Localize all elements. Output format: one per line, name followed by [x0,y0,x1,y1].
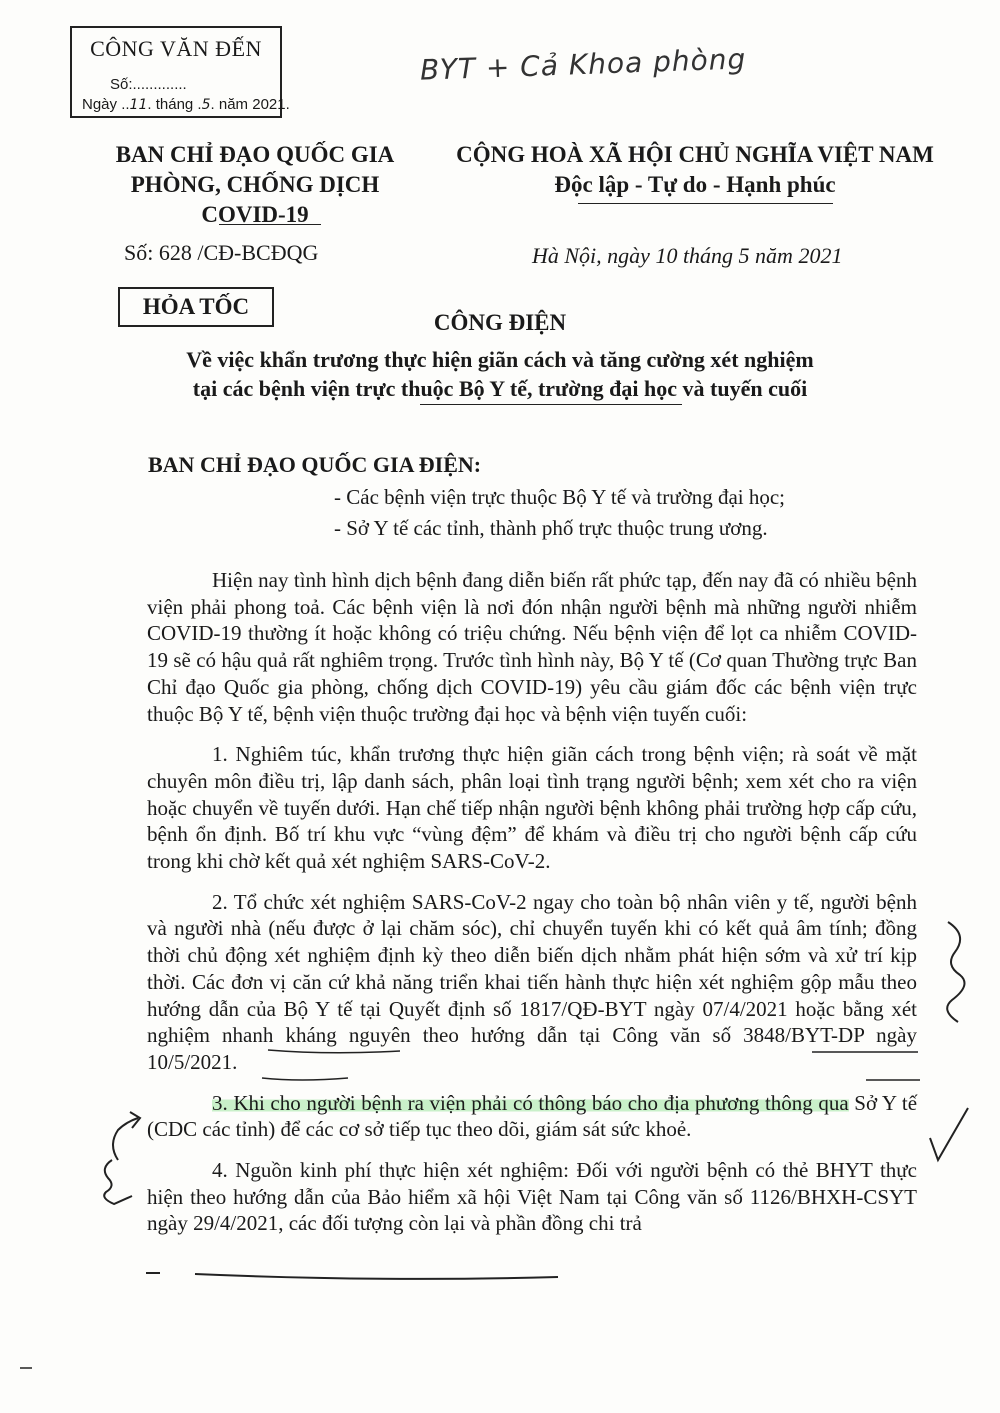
stamp-month-value: 5 [201,97,211,113]
subject-line: tại các bệnh viện trực thuộc Bộ Y tế, trường đại học và tuyến cuối [192,376,808,401]
addressee-heading: BAN CHỈ ĐẠO QUỐC GIA ĐIỆN: [148,452,482,477]
check-mark [930,1108,968,1160]
urgency-box: HỎA TỐC [118,287,274,327]
nation-motto: Độc lập - Tự do - Hạnh phúc [554,172,836,197]
nation-name: CỘNG HOÀ XÃ HỘI CHỦ NGHĨA VIỆT NAM [456,142,934,167]
stamp-day-value: 11 [129,97,148,113]
subject-line: Về việc khẩn trương thực hiện giãn cách và tăng cường xét nghiệm [186,347,814,372]
org-line: PHÒNG, CHỐNG DỊCH [130,172,380,197]
stamp-title: CÔNG VĂN ĐẾN [90,36,262,61]
item-1: 1. Nghiêm túc, khẩn trương thực hiện giãn cách trong bệnh viện; rà soát về mặt chuyên môn điều trị, lập danh sách, phân loại tình trạng người bệnh; xem xét cho ra viện hoặc chuyển về tuyến dưới. Hạn chế tiếp nhận người bệnh không phải trường hợp cấp cứu, bệnh ổn định. Bố trí khu vực “vùng đệm” để khám và điều trị cho người bệnh cấp cứu trong khi chờ kết quả xét nghiệm SARS-CoV-2. [147,742,917,874]
org-line: COVID-19 [201,202,309,227]
item-3-rest: Sở Y tế (CDC các tỉnh) để các cơ sở tiếp tục theo dõi, giám sát sức khoẻ. [147,1090,918,1142]
underline-stroke [268,1050,400,1053]
document-date: Hà Nội, ngày 10 tháng 5 năm 2021 [532,243,843,268]
stamp-month-label: tháng [155,96,194,113]
item-4: 4. Nguồn kinh phí thực hiện xét nghiệm: Đối với người bệnh có thẻ BHYT thực hiện theo hướng dẫn của Bảo hiểm xã hội Việt Nam tại Công văn số 1126/BHXH-CSYT ngày 29/4/2021, các đối tượng còn lại và phần đồng chi trả [147,1158,917,1236]
recipient-item: - Sở Y tế các tỉnh, thành phố trực thuộc trung ương. [334,516,768,540]
stamp-day-label: Ngày [82,96,118,113]
intro-paragraph: Hiện nay tình hình dịch bệnh đang diễn biến rất phức tạp, đến nay đã có nhiều bệnh viện phải phong toả. Các bệnh viện là nơi đón nhận người bệnh mà những người nhiễm COVID-19 thường ít hoặc không có triệu chứng. Nếu bệnh viện để lọt ca nhiễm COVID-19 sẽ có hậu quả rất nghiêm trọng. Trước tình hình này, Bộ Y tế (Cơ quan Thường trực Ban Chỉ đạo Quốc gia phòng, chống dịch COVID-19) yêu cầu giám đốc các bệnh viện trực thuộc Bộ Y tế, bệnh viện thuộc trường đại học và bệnh viện tuyến cuối: [147,568,917,726]
document-title: CÔNG ĐIỆN [433,310,567,335]
left-arrow-mark [113,1112,140,1160]
document-number: Số: 628 /CĐ-BCĐQG [124,240,319,265]
stamp-year-label: năm 2021. [218,96,290,113]
underline-stroke [195,1274,558,1279]
stamp-date: Ngày ..11. tháng .5. năm 2021. [82,96,290,113]
org-line: BAN CHỈ ĐẠO QUỐC GIA [115,142,395,167]
recipient-item: - Các bệnh viện trực thuộc Bộ Y tế và trường đại học; [334,485,786,509]
highlighted-text: 3. Khi cho người bệnh ra viện phải có thông báo cho địa phương thông qua [212,1090,849,1115]
stamp-number: Số:............. [110,76,187,93]
item-2: 2. Tổ chức xét nghiệm SARS-CoV-2 ngay cho toàn bộ nhân viên y tế, người bệnh và người nhà (nếu được ở lại chăm sóc), chỉ chuyển tuyến khi có kết quả âm tính; đồng thời chủ động xét nghiệm định kỳ theo diễn biến dịch nhằm phát hiện sớm và xử trí kịp thời. Các đơn vị căn cứ khả năng triển khai tiến hành thực hiện xét nghiệm gộp mẫu theo hướng dẫn của Bộ Y tế tại Quyết định số 1817/QĐ-BYT ngày 07/4/2021 hoặc bằng xét nghiệm nhanh kháng nguyên theo hướng dẫn tại Công văn số 3848/BYT-DP ngày 10/5/2021. [147,889,917,1074]
left-brace-mark [104,1160,132,1204]
margin-brace-mark [947,922,964,1022]
underline-stroke [262,1078,348,1080]
handwritten-note: BYT + Cả Khoa phòng [419,42,747,87]
